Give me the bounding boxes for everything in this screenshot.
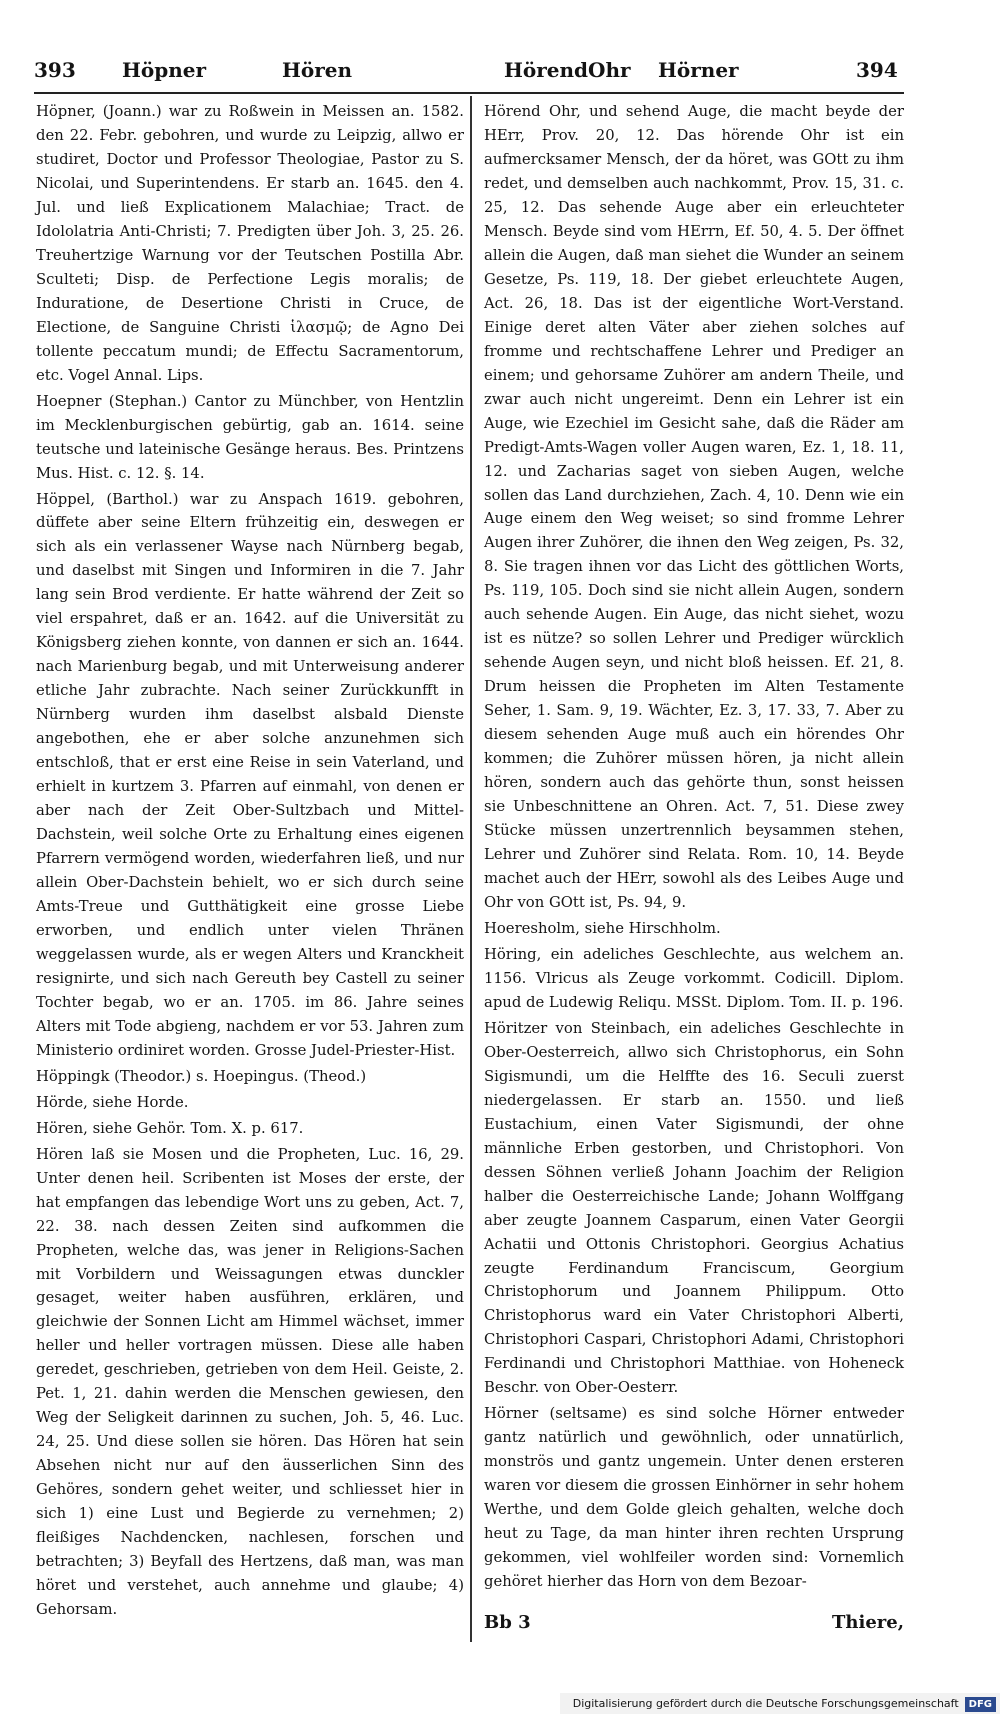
page-number-right: 394 (856, 58, 898, 82)
dfg-logo-icon: DFG (965, 1697, 996, 1712)
guide-word-right-1: HörendOhr (504, 58, 631, 82)
header-rule (34, 92, 904, 94)
catchword: Thiere, (832, 1612, 904, 1633)
left-column (36, 100, 464, 1622)
entry-hoeritzer: Höritzer von Steinbach, ein adeliches Geschlechte in Ober-Oesterreich, allwo sich Christophorus, ein Sohn Sigismundi, um die Helffte des 16. Seculi zuerst niedergelassen. Er starb an. 1550. und ließ Eustachium, einen Vater Sigismundi, der ohne männliche Erben gestorben, und Christophori. Von dessen Söhnen verließ Johann Joachim der Religion halber die Oesterreichische Lande; Johann Wolffgang aber zeugte Joannem Casparum, einen Vater Georgii Achatii und Ottonis Christophori. Georgius Achatius zeugte Ferdinandum Franciscum, Georgium Christophorum und Joannem Philippum. Otto Christophorus ward ein Vater Christophori Alberti, Christophori Caspari, Christophori Adami, Christophori Ferdinandi und Christophori Matthiae. von Hoheneck Beschr. von Ober-Oesterr. (484, 1019, 904, 1397)
guide-word-left-2: Hören (282, 58, 353, 82)
page-footer (484, 1612, 904, 1642)
guide-word-right-2: Hörner (658, 58, 739, 82)
column-divider (470, 96, 472, 1642)
guide-word-left-1: Höpner (122, 58, 207, 82)
page-number-left: 393 (34, 58, 76, 82)
digitization-credit (560, 1693, 1000, 1714)
entry-hoeresholm: Hoeresholm, siehe Hirschholm. (484, 919, 721, 937)
entry-hoerend-ohr: Hörend Ohr, und sehend Auge, die macht beyde der HErr, Prov. 20, 12. Das hörende Ohr ist ein aufmercksamer Mensch, der da höret, was GOtt zu ihm redet, und demselben auch nachkommt, Prov. 15, 31. c. 25, 12. Das sehende Auge aber ein erleuchteter Mensch. Beyde sind vom HErrn, Ef. 50, 4. 5. Der öffnet allein die Augen, daß man siehet die Wunder an seinem Gesetze, Ps. 119, 18. Der giebet erleuchtete Augen, Act. 26, 18. Das ist der eigentliche Wort-Verstand. Einige deret alten Väter aber ziehen solches auf fromme und rechtschaffene Lehrer und Prediger an einem; und gehorsame Zuhörer am andern Theile, und zwar auch nicht ungereimt. Denn ein Lehrer ist ein Auge, wie Ezechiel im Gesicht sahe, daß die Räder am Predigt-Amts-Wagen voller Augen waren, Ez. 1, 18. 11, 12. und Zacharias saget von sieben Augen, welche sollen das Land durchziehen, Zach. 4, 10. Denn wie ein Auge einem den Weg weiset; so sind fromme Lehrer Augen ihrer Zuhörer, die ihnen den Weg zeigen, Ps. 32, 8. Sie tragen ihnen vor das Licht des göttlichen Worts, Ps. 119, 105. Doch sind sie nicht allein Augen, sondern auch sehende Augen. Ein Auge, das nicht siehet, wozu ist es nütze? so sollen Lehrer und Prediger würcklich sehende Augen seyn, und nicht bloß heissen. Ef. 21, 8. Drum heissen die Propheten im Alten Testamente Seher, 1. Sam. 9, 19. Wächter, Ez. 3, 17. 33, 7. Aber zu diesem sehenden Auge muß auch ein hörendes Ohr kommen; die Zuhörer müssen hören, ja nicht allein hören, sondern auch das gehörte thun, sonst heissen sie Unbeschnittene an Ohren. Act. 7, 51. Diese zwey Stücke müssen unzertrennlich beysammen stehen, Lehrer und Zuhörer sind Relata. Rom. 10, 14. Beyde machet auch der HErr, sowohl als des Leibes Auge und Ohr von GOtt ist, Ps. 94, 9. (484, 103, 904, 911)
entry-hoerde: Hörde, siehe Horde. (36, 1093, 189, 1111)
entry-hoepner-joann: Höpner, (Joann.) war zu Roßwein in Meissen an. 1582. den 22. Febr. gebohren, und wurde zu Leipzig, allwo er studiret, Doctor und Professor Theologiae, Pastor zu S. Nicolai, und Superintendens. Er starb an. 1645. den 4. Jul. und ließ Explicationem Malachiae; Tract. de Idololatria Anti-Christi; 7. Predigten über Joh. 3, 25. 26. Treuhertzige Warnung vor der Teutschen Postilla Abr. Sculteti; Disp. de Perfectione Legis moralis; de Induratione, de Desertione Christi in Cruce, de Electione, de Sanguine Christi ἱλασμῷ; de Agno Dei tollente peccatum mundi; de Effectu Sacramentorum, etc. Vogel Annal. Lips. (36, 103, 464, 384)
credit-text: Digitalisierung gefördert durch die Deutsche Forschungsgemeinschaft (572, 1697, 959, 1710)
entry-hoeren-lass: Hören laß sie Mosen und die Propheten, Luc. 16, 29. Unter denen heil. Scribenten ist Moses der erste, der hat empfangen das lebendige Wort uns zu geben, Act. 7, 22. 38. nach dessen Zeiten sind aufkommen die Propheten, welche das, was jener in Religions-Sachen mit Vorbildern und Weissagungen etwas dunckler gesaget, weiter haben ausführen, erklären, und gleichwie der Sonnen Licht am Himmel wächset, immer heller und heller vortragen müssen. Diese alle haben geredet, geschrieben, getrieben von dem Heil. Geiste, 2. Pet. 1, 21. dahin werden die Menschen gewiesen, den Weg der Seligkeit darinnen zu suchen, Joh. 5, 46. Luc. 24, 25. Und diese sollen sie hören. Das Hören hat sein Absehen nicht nur auf den äusserlichen Sinn des Gehöres, sondern gehet weiter, und schliesset hier in sich 1) eine Lust und Begierde zu vernehmen; 2) fleißiges Nachdencken, nachlesen, forschen und betrachten; 3) Beyfall des Hertzens, daß man, was man höret und verstehet, auch annehme und glaube; 4) Gehorsam. (36, 1145, 464, 1619)
entry-hoeren-gehoer: Hören, siehe Gehör. Tom. X. p. 617. (36, 1119, 304, 1137)
entry-hoerner: Hörner (seltsame) es sind solche Hörner entweder gantz natürlich und gewöhnlich, oder unnatürlich, monströs und gantz ungemein. Unter denen ersteren waren vor diesem die grossen Einhörner in sehr hohem Werthe, und dem Golde gleich gehalten, welche doch heut zu Tage, da man hinter ihren rechten Ursprung gekommen, viel wohlfeiler worden sind: Vornemlich gehöret hierher das Horn von dem Bezoar- (484, 1405, 904, 1591)
running-header (34, 58, 904, 92)
entry-hoering: Höring, ein adeliches Geschlechte, aus welchem an. 1156. Vlricus als Zeuge vorkommt. Codicill. Diplom. apud de Ludewig Reliqu. MSSt. Diplom. Tom. II. p. 196. (484, 945, 904, 1011)
signature-mark: Bb 3 (484, 1612, 531, 1633)
entry-hoeppingk: Höppingk (Theodor.) s. Hoepingus. (Theod.) (36, 1067, 367, 1085)
entry-hoepner-stephan: Hoepner (Stephan.) Cantor zu Münchber, von Hentzlin im Mecklenburgischen gebürtig, gab an. 1614. seine teutsche und lateinische Gesänge heraus. Bes. Printzens Mus. Hist. c. 12. §. 14. (36, 392, 464, 482)
right-column (484, 100, 904, 1594)
entry-hoeppel: Höppel, (Barthol.) war zu Anspach 1619. gebohren, düffete aber seine Eltern frühzeitig ein, deswegen er sich als ein verlassener Wayse nach Nürnberg begab, und daselbst mit Singen und Informiren in die 7. Jahr lang sein Brod verdiente. Er hatte während der Zeit so viel erspahret, daß er an. 1642. auf die Universität zu Königsberg ziehen konnte, von dannen er sich an. 1644. nach Marienburg begab, und mit Unterweisung anderer etliche Jahr zubrachte. Nach seiner Zurückkunfft in Nürnberg wurden ihm daselbst alsbald Dienste angebothen, ehe er aber solche anzunehmen sich entschloß, that er erst eine Reise in sein Vaterland, und erhielt in kurtzem 3. Pfarren auf einmahl, von denen er aber nach der Zeit Ober-Sultzbach und Mittel-Dachstein, weil solche Orte zu Erhaltung eines eigenen Pfarrern vermögend worden, wiederfahren ließ, und nur allein Ober-Dachstein behielt, wo er sich durch seine Amts-Treue und Gutthätigkeit eine grosse Liebe erworben, und endlich unter vielen Thränen weggelassen wurde, als er wegen Alters und Kranckheit resignirte, und sich nach Gereuth bey Castell zu seiner Tochter begab, wo er an. 1705. im 86. Jahre seines Alters mit Tode abgieng, nachdem er vor 53. Jahren zum Ministerio ordiniret worden. Grosse Judel-Priester-Hist. (36, 490, 464, 1059)
